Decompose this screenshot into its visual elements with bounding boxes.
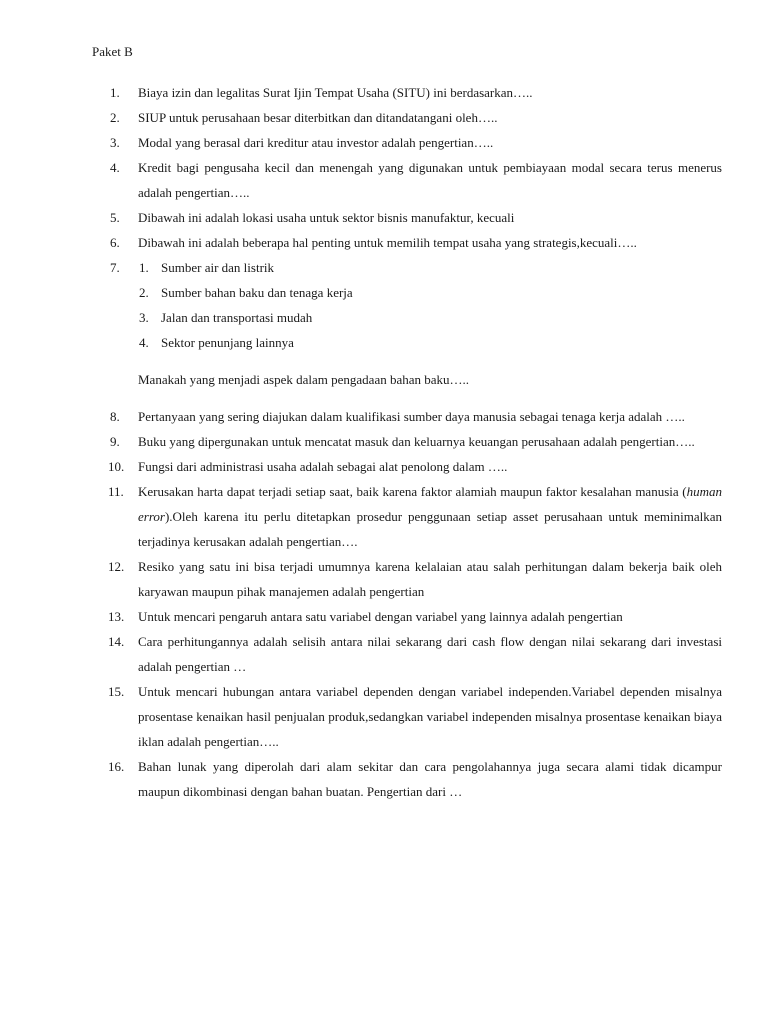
question-text: Cara perhitungannya adalah selisih antara nilai sekarang dari cash flow dengan nilai sekarang dari investasi adalah pengertian …: [138, 634, 722, 674]
question-number: 9.: [110, 434, 120, 449]
question-item: [108, 604, 722, 629]
sub-item-text: Jalan dan transportasi mudah: [161, 310, 313, 325]
question-item: [110, 429, 722, 454]
question-number: 6.: [110, 235, 120, 250]
document-title: Paket B: [92, 44, 133, 59]
question-text: Untuk mencari hubungan antara variabel dependen dengan variabel independen.Variabel dependen misalnya prosentase kenaikan hasil penjualan produk,sedangkan variabel independen misalnya prosentase kenaikan biaya iklan adalah pengertian…..: [138, 684, 722, 749]
question-text: Buku yang dipergunakan untuk mencatat masuk dan keluarnya keuangan perusahaan adalah pengertian…..: [138, 434, 695, 449]
sub-item: [139, 305, 721, 330]
question-item: [110, 404, 722, 429]
question-item: [108, 479, 722, 554]
question-list: [0, 80, 768, 804]
sub-item-text: Sumber bahan baku dan tenaga kerja: [161, 285, 353, 300]
question-number: 1.: [110, 85, 120, 100]
question-item: [110, 205, 722, 230]
question-item: [108, 754, 722, 804]
question-text: Resiko yang satu ini bisa terjadi umumnya karena kelalaian atau salah perhitungan dalam bekerja baik oleh karyawan maupun pihak manajemen adalah pengertian: [138, 559, 722, 599]
question-number: 8.: [110, 409, 120, 424]
question-text-italic: human error: [138, 484, 722, 524]
sub-item-text: Sumber air dan listrik: [161, 260, 275, 275]
question-item: [110, 130, 722, 155]
question-item: [108, 554, 722, 604]
question-text: Biaya izin dan legalitas Surat Ijin Tempat Usaha (SITU) ini berdasarkan…..: [138, 85, 533, 100]
question-item: [110, 80, 722, 105]
question-prompt: Manakah yang menjadi aspek dalam pengadaan bahan baku…..: [138, 372, 470, 387]
question-number: 4.: [110, 160, 120, 175]
question-text: Modal yang berasal dari kreditur atau investor adalah pengertian…..: [138, 135, 494, 150]
question-text: Kerusakan harta dapat terjadi setiap saat, baik karena faktor alamiah maupun faktor kesalahan manusia (: [138, 484, 687, 499]
question-number: 10.: [108, 459, 125, 474]
question-number: 11.: [108, 484, 124, 499]
question-number: 15.: [108, 684, 125, 699]
question-number: 12.: [108, 559, 125, 574]
sub-item-number: 1.: [139, 260, 149, 275]
sub-item-number: 3.: [139, 310, 149, 325]
sub-item: [139, 330, 721, 355]
question-text: Dibawah ini adalah beberapa hal penting untuk memilih tempat usaha yang strategis,kecuali…..: [138, 235, 637, 250]
sub-item-number: 4.: [139, 335, 149, 350]
question-number: 5.: [110, 210, 120, 225]
question-text: Fungsi dari administrasi usaha adalah sebagai alat penolong dalam …..: [138, 459, 508, 474]
question-item: [110, 105, 722, 130]
question-text: Pertanyaan yang sering diajukan dalam kualifikasi sumber daya manusia sebagai tenaga kerja adalah …..: [138, 409, 685, 424]
sub-item: [139, 280, 721, 305]
question-item: [110, 230, 722, 255]
question-text: Untuk mencari pengaruh antara satu variabel dengan variabel yang lainnya adalah pengertian: [138, 609, 623, 624]
question-text: Kredit bagi pengusaha kecil dan menengah yang digunakan untuk pembiayaan modal secara terus menerus adalah pengertian…..: [138, 160, 722, 200]
question-number: 7.: [110, 260, 120, 275]
question-number: 2.: [110, 110, 120, 125]
question-item: [110, 155, 722, 205]
sub-item-text: Sektor penunjang lainnya: [161, 335, 294, 350]
question-number: 13.: [108, 609, 125, 624]
question-text: Dibawah ini adalah lokasi usaha untuk sektor bisnis manufaktur, kecuali: [138, 210, 515, 225]
question-item: [108, 679, 722, 754]
question-item: [108, 629, 722, 679]
question-number: 3.: [110, 135, 120, 150]
sub-item-number: 2.: [139, 285, 149, 300]
question-item: [110, 255, 721, 280]
question-text: Bahan lunak yang diperolah dari alam sekitar dan cara pengolahannya juga secara alami tidak dicampur maupun dikombinasi dengan bahan buatan. Pengertian dari …: [138, 759, 722, 799]
question-text: ).Oleh karena itu perlu ditetapkan prosedur penggunaan setiap asset perusahaan untuk meminimalkan terjadinya kerusakan adalah pengertian….: [138, 509, 722, 549]
question-number: 16.: [108, 759, 125, 774]
question-number: 14.: [108, 634, 125, 649]
question-item: [108, 454, 722, 479]
question-text: SIUP untuk perusahaan besar diterbitkan dan ditandatangani oleh…..: [138, 110, 498, 125]
